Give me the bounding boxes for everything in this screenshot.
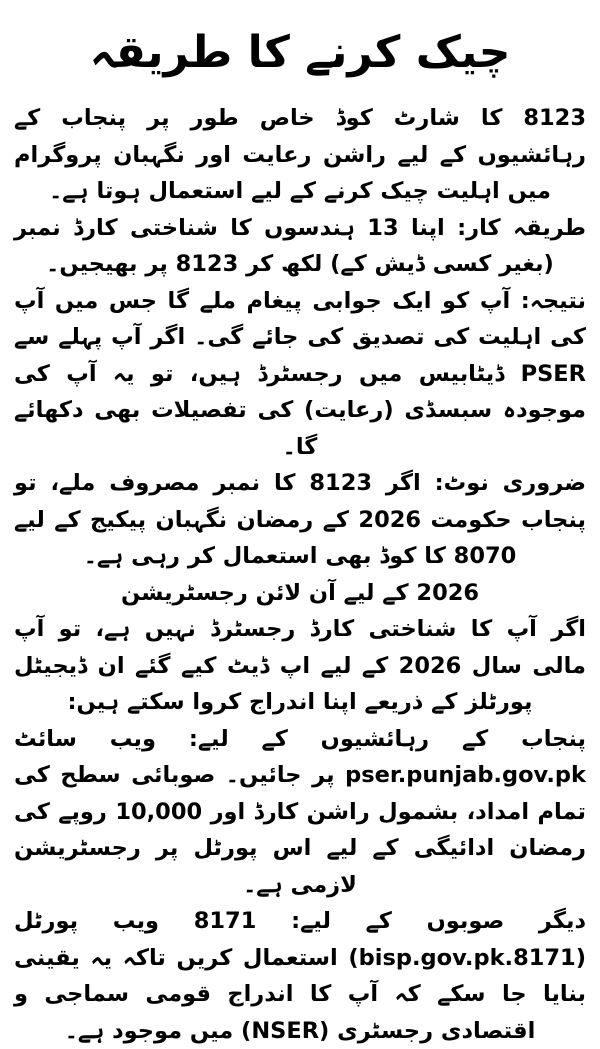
paragraph-shortcode-intro: 8123 کا شارٹ کوڈ خاص طور پر پنجاب کے رہائشیوں کے لیے راشن رعایت اور نگہبان پروگرام میں اہلیت چیک کرنے کے لیے استعمال ہوتا ہے۔: [14, 105, 586, 204]
paragraph-procedure: طریقہ کار: اپنا 13 ہندسوں کا شناختی کارڈ نمبر (بغیر کسی ڈیش کے) لکھ کر 8123 پر بھیجیں۔: [14, 214, 586, 277]
paragraph-important-note: ضروری نوٹ: اگر 8123 کا نمبر مصروف ملے، تو پنجاب حکومت 2026 کے رمضان نگہبان پیکیج کے لیے 8070 کا کوڈ بھی استعمال کر رہی ہے۔: [14, 470, 587, 569]
paragraph-registration-intro: اگر آپ کا شناختی کارڈ رجسٹرڈ نہیں ہے، تو آپ مالی سال 2026 کے لیے اپ ڈیٹ کیے گئے ان ڈیجیٹل پورٹلز کے ذریعے اپنا اندراج کروا سکتے ہیں:: [14, 616, 586, 715]
section-heading-online-registration: 2026 کے لیے آن لائن رجسٹریشن: [120, 579, 480, 606]
paragraph-other-provinces: دیگر صوبوں کے لیے: 8171 ویب پورٹل (bisp.gov.pk.8171) استعمال کریں تاکہ یہ یقینی بنایا جا سکے کہ آپ کا اندراج قومی سماجی و اقتصادی رجسٹری (NSER) میں موجود ہے۔: [14, 908, 586, 1044]
paragraph-result: نتیجہ: آپ کو ایک جوابی پیغام ملے گا جس میں آپ کی اہلیت کی تصدیق کی جائے گی۔ اگر آپ پہلے سے PSER ڈیٹابیس میں رجسٹرڈ ہیں، تو یہ آپ کی موجودہ سبسڈی (رعایت) کی تفصیلات بھی دکھائے گا۔: [14, 287, 586, 460]
page-title: چیک کرنے کا طریقہ: [89, 27, 511, 78]
paragraph-punjab-residents: پنجاب کے رہائشیوں کے لیے: ویب سائٹ pser.punjab.gov.pk پر جائیں۔ صوبائی سطح کی تمام امداد، بشمول راشن کارڈ اور 10,000 روپے کی رمضان ادائیگی کے لیے اس پورٹل پر رجسٹریشن لازمی ہے۔: [14, 725, 586, 898]
